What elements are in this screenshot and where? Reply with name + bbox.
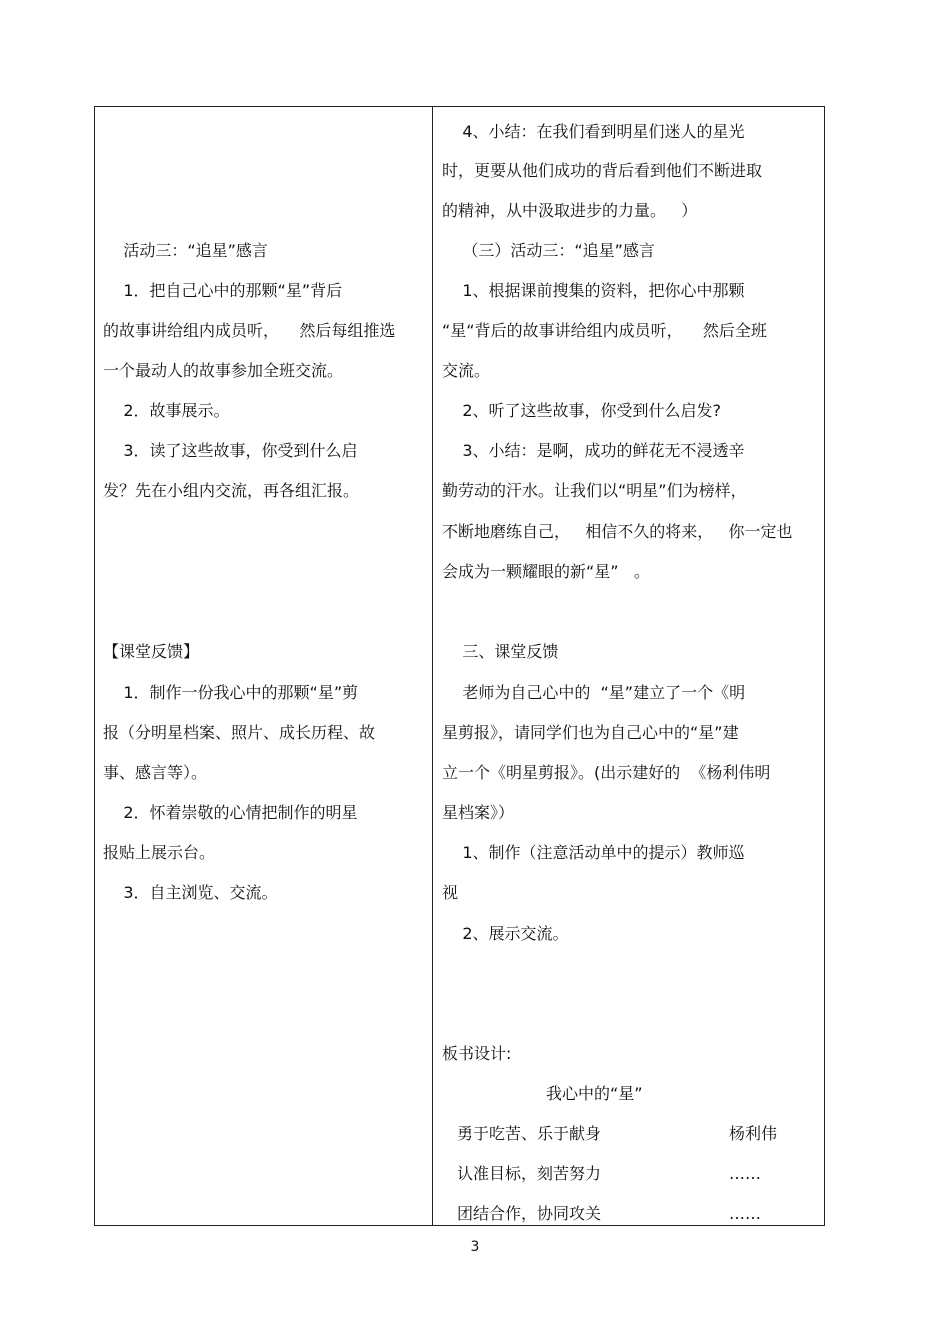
right-line: 视: [442, 883, 459, 902]
board-row-phrase: 认准目标，刻苦努力: [457, 1164, 602, 1183]
right-line: “星“背后的故事讲给组内成员听， 然后全班: [442, 321, 767, 340]
left-line: 2．怀着崇敬的心情把制作的明星: [103, 803, 358, 822]
left-line: 3．自主浏览、交流。: [103, 883, 278, 902]
right-line: 4、小结：在我们看到明星们迷人的星光: [442, 122, 745, 141]
board-row: [433, 1204, 825, 1224]
right-line: 时，更要从他们成功的背后看到他们不断进取: [442, 161, 763, 180]
board-row-name: ……: [729, 1204, 761, 1223]
right-line: 1、制作（注意活动单中的提示）教师巡: [442, 843, 745, 862]
left-line: 报（分明星档案、照片、成长历程、故: [103, 723, 376, 742]
left-line: 3．读了这些故事，你受到什么启: [103, 441, 358, 460]
left-line: 2．故事展示。: [103, 401, 230, 420]
left-column: [95, 107, 432, 1225]
right-line: 不断地磨练自己， 相信不久的将来， 你一定也: [442, 522, 793, 541]
right-line: 交流。: [442, 361, 491, 380]
right-line: 老师为自己心中的 “星”建立了一个《明: [442, 683, 746, 702]
left-line: 发？先在小组内交流，再各组汇报。: [103, 481, 360, 500]
right-line: 会成为一颗耀眼的新“星” 。: [442, 562, 650, 581]
left-line: 事、感言等）。: [103, 763, 208, 782]
right-column: [433, 107, 825, 1225]
left-line: 活动三：“追星”感言: [103, 241, 268, 260]
right-line: 1、根据课前搜集的资料，把你心中那颗: [442, 281, 745, 300]
right-line: 勤劳动的汗水。让我们以“明星”们为榜样，: [442, 481, 747, 500]
right-line: 2、听了这些故事，你受到什么启发?: [442, 401, 722, 420]
board-row-name: ……: [729, 1164, 761, 1183]
right-line: 立一个《明星剪报》。(出示建好的 《杨利伟明: [442, 763, 771, 782]
left-line: 一个最动人的故事参加全班交流。: [103, 361, 344, 380]
right-line: 3、小结：是啊，成功的鲜花无不浸透辛: [442, 441, 745, 460]
page-number: 3: [470, 1239, 480, 1255]
right-line: （三）活动三：“追星”感言: [442, 241, 655, 260]
left-line: 报贴上展示台。: [103, 843, 216, 862]
board-row-phrase: 团结合作，协同攻关: [457, 1204, 602, 1223]
board-row-name: 杨利伟: [729, 1124, 778, 1143]
right-line: 的精神，从中汲取进步的力量。 ）: [442, 201, 698, 220]
board-design-label: 板书设计:: [442, 1044, 512, 1063]
section-heading: 【课堂反馈】: [103, 642, 200, 661]
left-line: 1．把自己心中的那颗“星”背后: [103, 281, 343, 300]
left-line: 1．制作一份我心中的那颗“星”剪: [103, 683, 359, 702]
board-row-phrase: 勇于吃苦、乐于献身: [457, 1124, 602, 1143]
right-line: 星档案》）: [442, 803, 515, 822]
board-row: [433, 1164, 825, 1184]
board-row: [433, 1124, 825, 1144]
board-title: 我心中的“星”: [546, 1084, 643, 1103]
right-line: 星剪报》，请同学们也为自己心中的“星”建: [442, 723, 739, 742]
section-heading: 三、课堂反馈: [442, 642, 559, 661]
left-line: 的故事讲给组内成员听， 然后每组推选: [103, 321, 396, 340]
lesson-table: [94, 106, 825, 1226]
right-line: 2、展示交流。: [442, 924, 569, 943]
